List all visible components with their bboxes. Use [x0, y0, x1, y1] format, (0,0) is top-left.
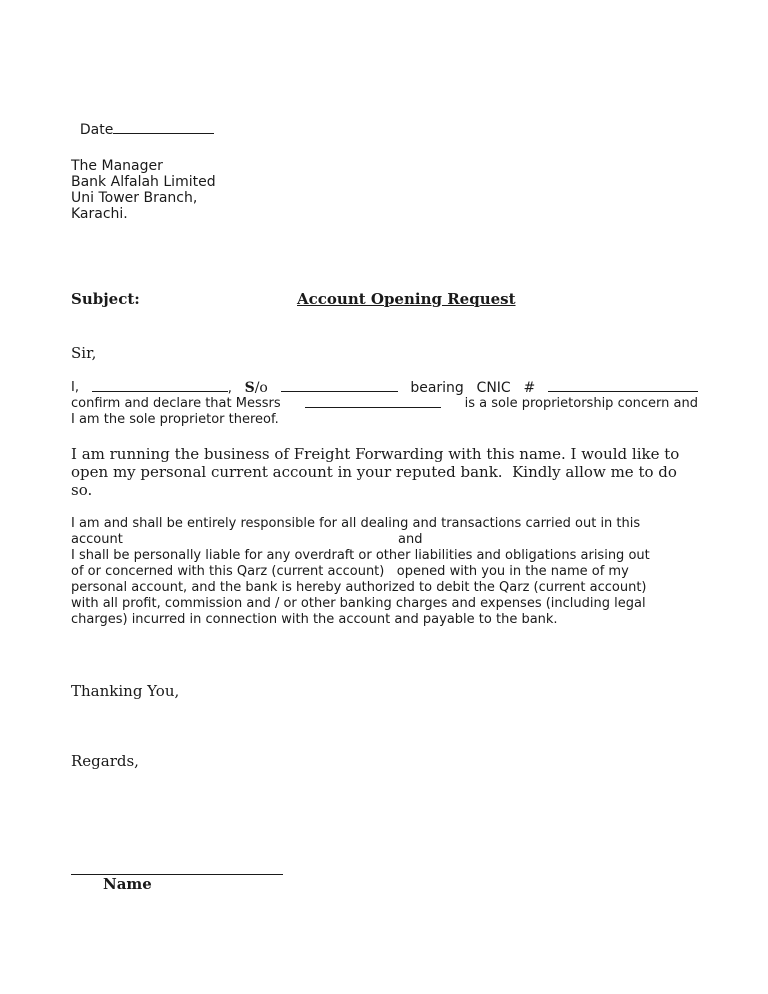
declaration-line-2-start: confirm and declare that Messrs [71, 396, 281, 411]
recipient-line-4: Karachi. [71, 206, 128, 222]
date-line [71, 106, 214, 138]
liability-line-3: I shall be personally liable for any overdraft or other liabilities and obligations arising out [71, 548, 650, 563]
recipient-line-1: The Manager [71, 158, 163, 174]
declaration-comma: , [227, 381, 232, 396]
declaration-i-label: I, [71, 380, 79, 395]
liability-line-4: of or concerned with this Qarz (current account) opened with you in the name of my [71, 564, 629, 579]
subject-text: Account Opening Request [297, 290, 516, 308]
declaration-line-1 [71, 380, 698, 396]
declaration-line-2 [71, 396, 698, 412]
liability-line-6: with all profit, commission and / or other banking charges and expenses (including legal [71, 596, 646, 611]
recipient-line-2: Bank Alfalah Limited [71, 174, 216, 190]
closing: Thanking You, [71, 682, 180, 700]
liability-line-2-left: account [71, 532, 123, 547]
name-blank [92, 380, 228, 392]
cnic-blank [548, 380, 698, 392]
liability-line-7: charges) incurred in connection with the account and payable to the bank. [71, 612, 558, 627]
business-paragraph [71, 445, 701, 499]
liability-line-2-right: and [398, 532, 423, 547]
liability-line-5: personal account, and the bank is hereby authorized to debit the Qarz (current account) [71, 580, 647, 595]
business-line-1: I am running the business of Freight Forwarding with this name. I would like to [71, 445, 680, 463]
subject-label: Subject: [71, 290, 140, 308]
declaration-paragraph [71, 380, 698, 428]
declaration-line-3: I am the sole proprietor thereof. [71, 412, 279, 427]
liability-line-1: I am and shall be entirely responsible for all dealing and transactions carried out in this [71, 516, 641, 531]
regards: Regards, [71, 752, 139, 770]
declaration-line-2-end: is a sole proprietorship concern and [464, 396, 698, 411]
signature-name-label: Name [103, 875, 152, 893]
so-bold: S [244, 380, 255, 396]
liability-paragraph [71, 516, 701, 628]
so-label [245, 380, 268, 396]
recipient-address [71, 158, 216, 222]
father-name-blank [281, 380, 398, 392]
salutation: Sir, [71, 344, 97, 362]
so-rest: /o [254, 380, 268, 396]
date-label: Date [79, 122, 114, 138]
business-line-2: open my personal current account in your reputed bank. Kindly allow me to do [71, 463, 677, 481]
date-blank [113, 122, 214, 134]
hash-label: # [523, 380, 536, 396]
liability-line-2 [71, 532, 701, 548]
cnic-label: CNIC [476, 380, 511, 396]
messrs-blank [305, 396, 441, 408]
recipient-line-3: Uni Tower Branch, [71, 190, 198, 206]
business-line-3: so. [71, 481, 93, 499]
bearing-label: bearing [410, 380, 464, 396]
name-field [92, 380, 232, 396]
